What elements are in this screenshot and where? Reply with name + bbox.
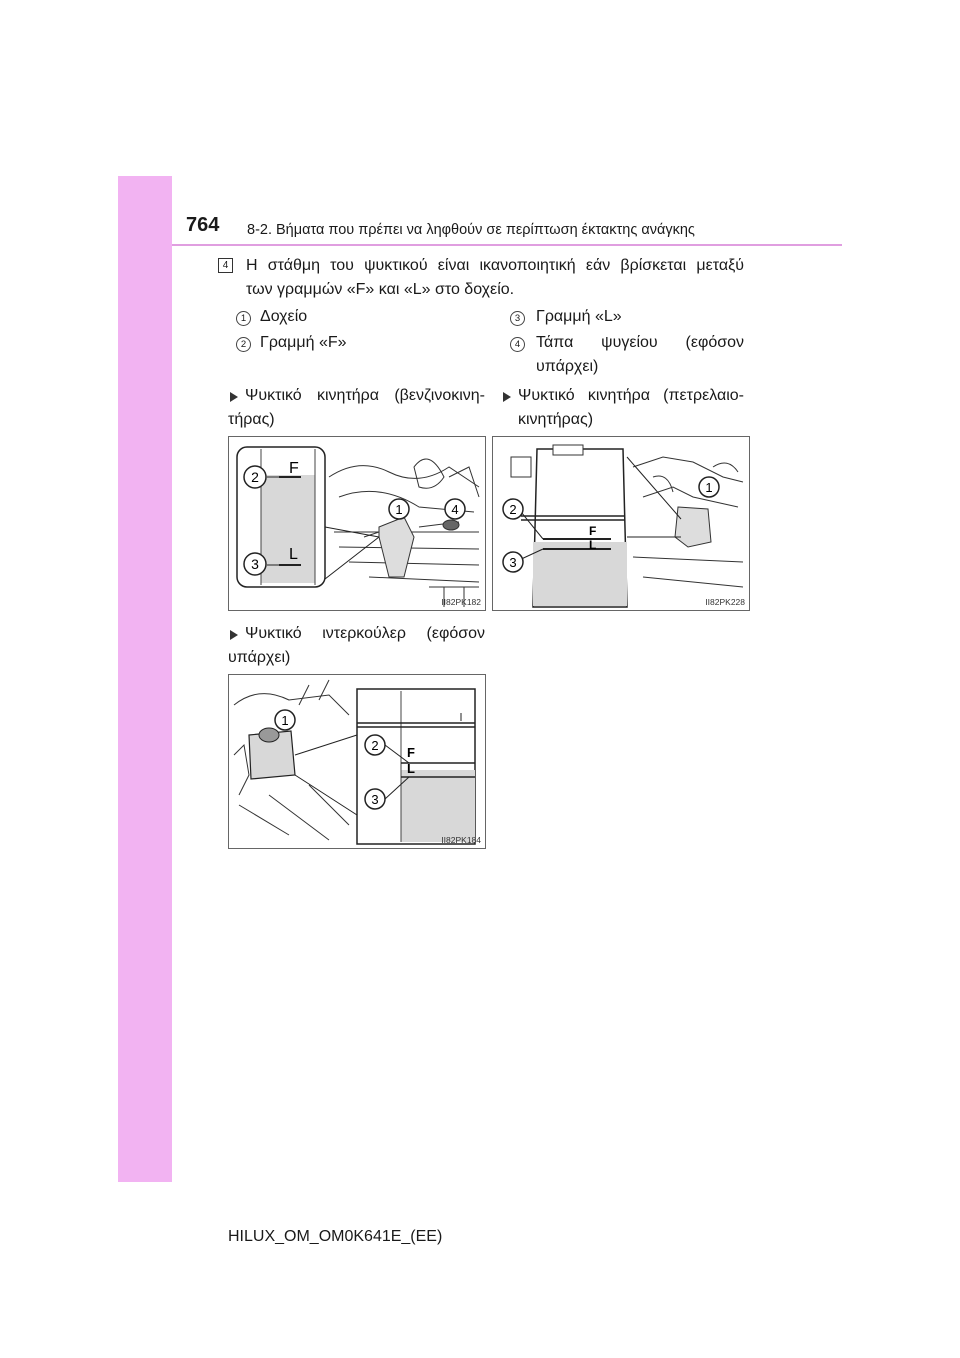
figure-code: II82PK184 [441,835,481,845]
fig3-label-f: F [407,745,415,760]
fig1-callout-2: 2 [251,469,259,485]
step-text-line2: των γραμμών «F» και «L» στο δοχείο. [246,281,515,298]
fig1-callout-4: 4 [451,502,459,517]
figure-code: II82PK228 [705,597,745,607]
section-title: 8-2. Βήματα που πρέπει να ληφθούν σε περίπτωση έκτακτης ανάγκης [247,222,695,238]
legend-num-3: 3 [510,311,525,326]
diesel-heading-line1: Ψυκτικό κινητήρα (πετρελαιο- [518,387,744,404]
side-tab [118,176,172,1182]
header-divider [172,244,842,246]
figure-code: II82PK182 [441,597,481,607]
gasoline-heading-line1: Ψυκτικό κινητήρα (βενζινοκινη- [245,387,485,404]
fig1-label-l: L [289,546,298,563]
intercooler-heading-line1: Ψυκτικό ιντερκούλερ (εφόσον [245,625,485,642]
fig2-callout-2: 2 [509,502,517,517]
legend-num-2: 2 [236,337,251,352]
legend-text-1: Δοχείο [260,308,308,325]
figure-intercooler-coolant [228,674,486,849]
fig2-callout-3: 3 [509,555,517,570]
fig1-callout-3: 3 [251,556,259,572]
legend-num-4: 4 [510,337,525,352]
fig3-callout-2: 2 [371,738,379,753]
page-number: 764 [186,214,220,236]
legend-text-3: Γραμμή «L» [536,308,622,325]
fig2-callout-1: 1 [705,480,713,495]
legend-text-4-line2: υπάρχει) [536,358,599,375]
legend-num-1: 1 [236,311,251,326]
diesel-heading-line2: κινητήρας) [518,411,594,428]
bullet-triangle-icon [503,392,511,402]
fig2-label-l: L [589,538,597,552]
gasoline-heading-line2: τήρας) [228,411,275,428]
bullet-triangle-icon [230,630,238,640]
step-text-line1: Η στάθμη του ψυκτικού είναι ικανοποιητική εάν βρίσκεται μεταξύ [246,257,744,274]
figure-gasoline-coolant [228,436,486,611]
fig3-callout-1: 1 [281,713,289,728]
fig3-label-l: L [407,761,415,776]
intercooler-heading-line2: υπάρχει) [228,649,291,666]
step-number-box: 4 [218,258,233,273]
bullet-triangle-icon [230,392,238,402]
fig1-callout-1: 1 [395,502,403,517]
fig2-label-f: F [589,524,597,538]
legend-text-4-line1: Τάπα ψυγείου (εφόσον [536,334,744,351]
fig1-label-f: F [289,460,299,477]
document-code: HILUX_OM_OM0K641E_(EE) [228,1228,443,1245]
legend-text-2: Γραμμή «F» [260,334,347,351]
fig3-callout-3: 3 [371,792,379,807]
figure-diesel-coolant [492,436,750,611]
